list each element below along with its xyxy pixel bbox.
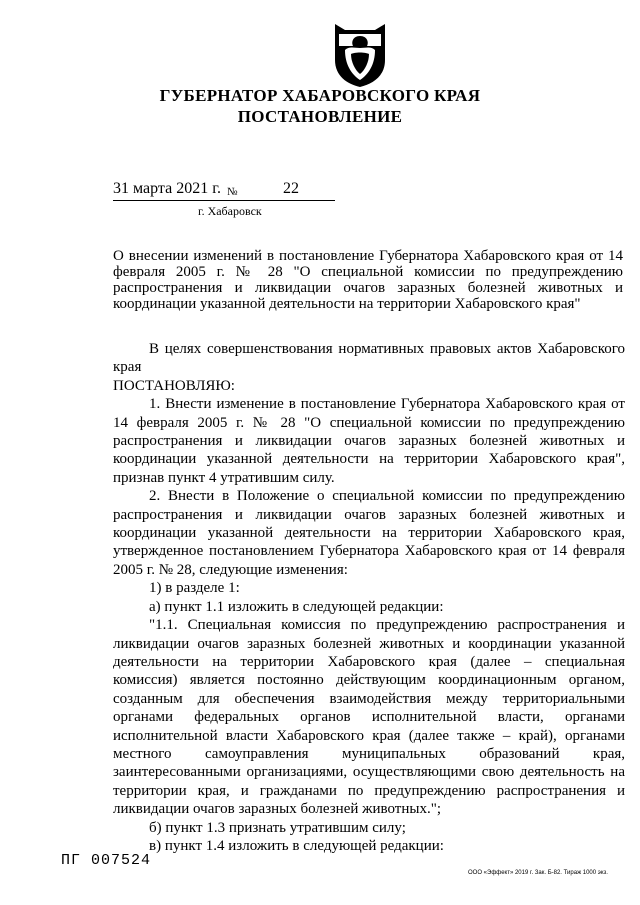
number-sign: № [226,186,238,198]
body-paragraph-2: 2. Внести в Положение о специальной комиссии по предупреждению распространения и ликвидации очагов заразных болезней животных и координации указанной деятельности на территории Хабаровского края, утвержденное постановлением Губернатора Хабаровского края от 14 февраля 2005 г. № 28, следующие изменения: [113,488,625,578]
authority-heading: ГУБЕРНАТОР ХАБАРОВСКОГО КРАЯ [159,86,481,105]
body-paragraph-5: "1.1. Специальная комиссия по предупреждению распространения и ликвидации очагов заразных болезней животных и координации указанной деятельности на территории Хабаровского края (далее – специальная комиссия) является постоянно действующим координационным органом, созданным для обеспечения взаимодействия между территориальными органами федеральных органов исполнительной власти, органами исполнительной власти Хабаровского края (далее также – край), органами местного самоуправления муниципальных образований края, заинтересованными организациями, осуществляющими свою деятельность на территории края, и гражданами по предупреждению распространения и ликвидации очагов заразных болезней животных."; [113,617,625,818]
document-date: 31 марта 2021 г. [113,180,221,197]
body-paragraph-6: б) пункт 1.3 признать утратившим силу; [149,819,406,836]
date-number-block [113,180,335,228]
preamble-paragraph: В целях совершенствования нормативных правовых актов Хабаровского края [113,341,625,376]
date-underline [113,200,335,201]
body-paragraph-3: 1) в разделе 1: [149,580,240,597]
form-serial-number: ПГ 007524 [61,852,152,869]
body-paragraph-4: а) пункт 1.1 изложить в следующей редакции: [149,598,444,615]
print-info: ООО «Эффект» 2019 г. Зак. Б-82. Тираж 1000 экз. [468,870,608,876]
document-body [113,340,625,855]
body-paragraph-7: в) пункт 1.4 изложить в следующей редакции: [149,837,444,854]
body-paragraph-1: 1. Внести изменение в постановление Губернатора Хабаровского края от 14 февраля 2005 г. № 28 "О специальной комиссии по предупреждению распространения и ликвидации очагов заразных болезней животных и координации указанной деятельности на территории Хабаровского края", признав пункт 4 утратившим силу. [113,396,625,486]
document-number: 22 [283,180,299,197]
document-city: г. Хабаровск [198,204,262,218]
document-subject: О внесении изменений в постановление Губернатора Хабаровского края от 14 февраля 2005 г. № 28 "О специальной комиссии по предупреждению распространения и ликвидации очагов заразных болезней животных и координации указанной деятельности на территории Хабаровского края" [113,248,623,312]
document-date-line [113,180,237,198]
resolve-paragraph: ПОСТАНОВЛЯЮ: [113,377,235,394]
document-type-heading: ПОСТАНОВЛЕНИЕ [237,107,403,126]
coat-of-arms-emblem [331,24,389,88]
